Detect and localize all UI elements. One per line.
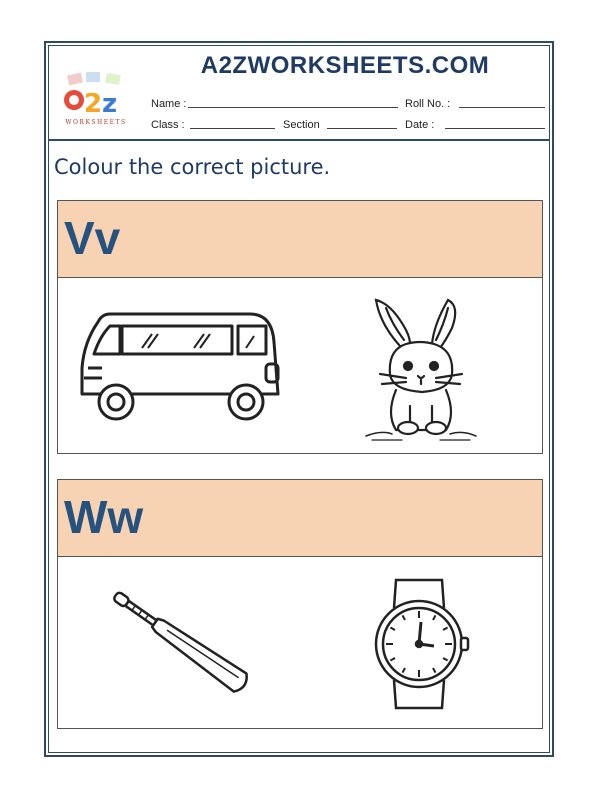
rabbit-icon[interactable] (362, 294, 480, 442)
letter-heading-w: Ww (64, 491, 144, 543)
header-divider (48, 139, 550, 141)
site-title: A2ZWORKSHEETS.COM (200, 52, 490, 79)
date-label: Date : (405, 119, 435, 131)
van-icon[interactable] (80, 312, 280, 422)
letter-band-v (57, 200, 543, 278)
cricket-bat-icon[interactable] (102, 590, 252, 694)
svg-text:z: z (102, 89, 118, 119)
instruction-text: Colour the correct picture. (54, 155, 331, 179)
letter-heading-v: Vv (64, 212, 121, 264)
name-label: Name : (151, 98, 187, 110)
watch-icon[interactable] (372, 578, 472, 710)
class-label: Class : (151, 119, 185, 131)
name-field[interactable] (188, 97, 398, 108)
svg-text:WORKSHEETS: WORKSHEETS (65, 119, 127, 126)
svg-text:2: 2 (84, 89, 103, 119)
section-label: Section (283, 119, 320, 131)
roll-label: Roll No. : (405, 98, 451, 110)
a2z-logo-icon (56, 70, 136, 130)
letter-band-w (57, 479, 543, 557)
